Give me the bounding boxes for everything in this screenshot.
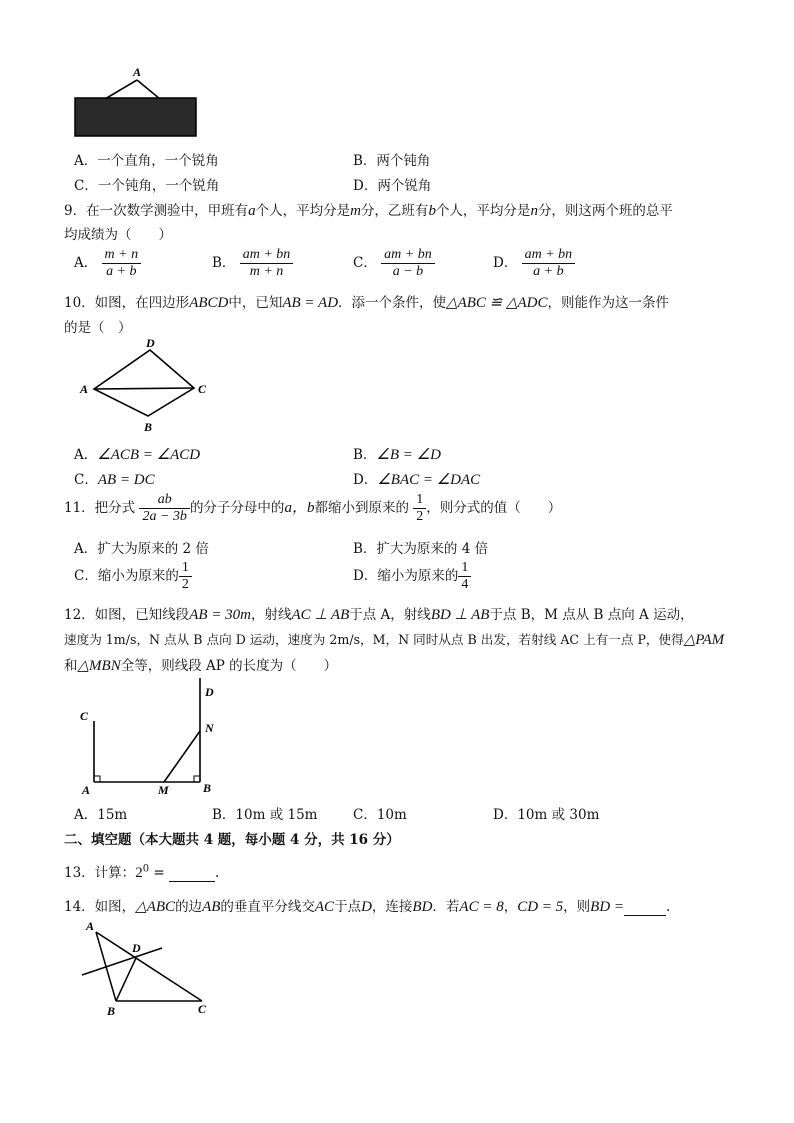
q12-eq: AB = 30m — [189, 607, 251, 623]
q14-end: . — [666, 899, 671, 915]
q8-shaded-block — [75, 98, 196, 136]
q11-option-c-letter: C． — [74, 568, 98, 585]
q14-ac: AC — [314, 899, 335, 915]
q9-option-c[interactable] — [353, 247, 435, 280]
q14-side: AB — [202, 899, 221, 915]
q11-option-d-den: 4 — [461, 577, 469, 593]
q12-label-d: D — [205, 685, 214, 699]
q9-stem-text-3: 分，乙班有 — [360, 203, 429, 219]
q11-stem — [64, 492, 561, 525]
q11-option-c-text: 缩小为原来的 — [97, 568, 179, 585]
q10-stem-text-3: ．添一个条件，使 — [338, 295, 447, 311]
q12-option-b[interactable]: B．10m 或 15m — [212, 807, 318, 823]
q10-option-c[interactable] — [74, 468, 155, 489]
q9-option-a-den: a + b — [106, 264, 137, 280]
q10-label-d: D — [146, 336, 155, 350]
q14-stem — [64, 895, 670, 916]
q10-stem-line2: 的是（ ） — [64, 320, 132, 336]
q12-perp2: BD ⊥ AB — [430, 607, 490, 623]
q9-stem-text-5: 分，则这两个班的总平 — [537, 203, 673, 219]
q12-text-4: 于点 B，M 点从 B 点向 A 运动， — [489, 607, 694, 623]
q10-option-b-letter: B． — [353, 447, 377, 463]
q8-option-b[interactable]: B．两个钝角 — [353, 153, 431, 169]
q14-text-5: ，连接 — [371, 899, 413, 915]
q12-label-b: B — [203, 781, 212, 795]
q10-stem-text-1: 10．如图，在四边形 — [64, 295, 190, 311]
q12-label-m: M — [158, 783, 169, 797]
q14-label-c: C — [198, 1002, 207, 1016]
q11-vars: a，b — [284, 500, 315, 517]
q12-perp1: AC ⊥ AB — [291, 607, 350, 623]
q11-stem-text-1: 11．把分式 — [64, 500, 136, 517]
q14-bd: BD — [412, 899, 433, 915]
q9-option-d-fraction — [522, 247, 576, 280]
q10-option-a[interactable] — [74, 443, 200, 464]
q11-option-c[interactable] — [74, 560, 192, 593]
q12-option-c[interactable]: C．10m — [353, 807, 407, 823]
q9-stem-text-2: 个人，平均分是 — [255, 203, 351, 219]
q11-fraction — [139, 492, 189, 525]
q8-option-a[interactable]: A．一个直角，一个锐角 — [74, 153, 219, 169]
q11-stem-text-4: ，则分式的值（ ） — [426, 500, 562, 517]
q9-option-d-letter: D． — [493, 255, 518, 272]
q9-var-m: m — [350, 203, 361, 219]
q10-option-b[interactable] — [353, 443, 441, 464]
q11-option-d-text: 缩小为原来的 — [377, 568, 459, 585]
q12-tri-mbn: △MBN — [77, 658, 121, 674]
q12-stem-line3 — [64, 654, 337, 675]
q12-text-1: 12．如图，已知线段 — [64, 607, 190, 623]
q11-half-den: 2 — [416, 509, 424, 525]
q9-option-b-fraction — [240, 247, 294, 280]
q14-comma: ， — [503, 899, 518, 915]
q13-answer-blank[interactable] — [169, 865, 215, 882]
q12-stem-line1 — [64, 603, 694, 624]
q11-fraction-den: 2a − 3b — [142, 509, 187, 525]
q12-tri-pam: △PAM — [683, 632, 725, 648]
q13-equals: = — [149, 865, 169, 881]
q12-figure — [74, 676, 234, 798]
q12-label-n: N — [205, 721, 214, 735]
q14-text-7: ，则 — [563, 899, 591, 915]
q9-option-a-num: m + n — [102, 247, 142, 264]
q13 — [64, 861, 219, 882]
q9-stem — [64, 199, 673, 220]
q14-label-b: B — [107, 1004, 116, 1018]
q14-text-4: 于点 — [334, 899, 362, 915]
q9-option-b[interactable] — [212, 247, 293, 280]
q9-option-b-num: am + bn — [240, 247, 294, 264]
q11-half — [413, 492, 426, 525]
q14-answer-blank[interactable] — [624, 899, 666, 916]
q11-option-a-text: 扩大为原来的 2 倍 — [97, 541, 209, 557]
q12-text-6: 和 — [64, 658, 78, 674]
q9-var-b: b — [428, 203, 436, 219]
q11-option-c-fraction — [179, 560, 192, 593]
q12-text-5: 速度为 1m/s，N 点从 B 点向 D 运动，速度为 2m/s，M，N 同时从点 B 出发，若射线 AC 上有一点 P，使得 — [64, 632, 684, 647]
q9-option-d-den: a + b — [533, 264, 564, 280]
q9-option-a[interactable] — [74, 247, 141, 280]
q10-stem-text-2: 中，已知 — [228, 295, 283, 311]
q11-stem-text-3: 都缩小到原来的 — [314, 500, 409, 517]
q11-option-d-letter: D． — [353, 568, 378, 585]
q11-option-a[interactable] — [74, 537, 209, 557]
q14-label-d: D — [132, 941, 141, 955]
q11-half-num: 1 — [413, 492, 426, 509]
q14-cond1: AC = 8 — [459, 899, 504, 915]
q10-option-a-expr: ∠ACB = ∠ACD — [97, 447, 201, 463]
q11-option-c-num: 1 — [179, 560, 192, 577]
q14-point: D — [361, 899, 372, 915]
q14-text-1: 14．如图， — [64, 899, 136, 915]
q12-text-3: 于点 A，射线 — [349, 607, 431, 623]
q10-option-d-letter: D． — [353, 472, 378, 488]
q11-option-d-num: 1 — [458, 560, 471, 577]
q10-congruence: △ABC ≌ △ADC — [446, 295, 548, 311]
q10-figure — [74, 336, 224, 436]
q10-option-d-expr: ∠BAC = ∠DAC — [377, 472, 481, 488]
q9-option-b-den: m + n — [249, 264, 284, 280]
q9-option-c-fraction — [381, 247, 435, 280]
q14-ask: BD = — [590, 899, 625, 915]
q9-stem-text-4: 个人，平均分是 — [435, 203, 531, 219]
q10-label-b: B — [144, 420, 153, 434]
q10-label-c: C — [198, 382, 207, 396]
q9-option-d-num: am + bn — [522, 247, 576, 264]
q12-option-d[interactable]: D．10m 或 30m — [493, 807, 600, 823]
q9-stem-text-1: 9．在一次数学测验中，甲班有 — [64, 203, 249, 219]
q10-label-a: A — [80, 382, 89, 396]
q8-label-a: A — [133, 65, 142, 79]
q9-option-b-letter: B． — [212, 255, 236, 272]
q9-option-a-letter: A． — [74, 255, 98, 272]
section-2-title: 二、填空题（本大题共 4 题，每小题 4 分，共 16 分） — [64, 832, 400, 848]
q12-text-2: ，射线 — [250, 607, 292, 623]
q12-text-7: 全等，则线段 AP 的长度为（ ） — [120, 658, 338, 674]
q9-option-c-letter: C． — [353, 255, 377, 272]
q11-option-c-den: 2 — [181, 577, 189, 593]
q9-var-a: a — [248, 203, 256, 219]
q12-label-c: C — [80, 709, 89, 723]
q10-quad: ABCD — [189, 295, 229, 311]
q9-stem-line2: 均成绩为（ ） — [64, 227, 172, 243]
q10-stem-text-4: ，则能作为这一条件 — [547, 295, 670, 311]
q14-text-2: 的边 — [175, 899, 203, 915]
q13-exponent: 0 — [142, 863, 150, 875]
q9-option-a-fraction — [102, 247, 142, 280]
q11-option-d-fraction — [458, 560, 471, 593]
q11-option-a-letter: A． — [74, 541, 98, 557]
q13-stem: 13．计算： — [64, 865, 136, 881]
q14-text-3: 的垂直平分线交 — [220, 899, 315, 915]
q11-option-b-letter: B． — [353, 541, 377, 557]
q14-tri: △ABC — [135, 899, 176, 915]
q11-option-b[interactable] — [353, 537, 488, 557]
q9-option-c-num: am + bn — [381, 247, 435, 264]
q10-given: AB = AD — [282, 295, 339, 311]
q9-var-n: n — [530, 203, 538, 219]
q10-option-a-letter: A． — [74, 447, 98, 463]
q14-figure — [74, 918, 224, 1018]
q11-fraction-num: ab — [139, 492, 189, 509]
q10-option-b-expr: ∠B = ∠D — [376, 447, 441, 463]
q11-option-d[interactable] — [353, 560, 471, 593]
q8-figure — [70, 62, 200, 142]
q10-option-c-expr: AB = DC — [97, 472, 155, 488]
q9-option-c-den: a − b — [392, 264, 424, 280]
q10-option-d[interactable] — [353, 468, 480, 489]
q14-text-6: ．若 — [432, 899, 460, 915]
q11-stem-text-2: 的分子分母中的 — [189, 500, 285, 517]
q11-option-b-text: 扩大为原来的 4 倍 — [376, 541, 489, 557]
q13-base: 2 — [135, 865, 143, 881]
q12-stem-line2 — [64, 629, 724, 649]
q12-option-a[interactable]: A．15m — [74, 807, 128, 823]
q13-end: . — [214, 865, 220, 881]
q14-cond2: CD = 5 — [517, 899, 564, 915]
q14-label-a: A — [86, 919, 95, 933]
q9-option-d[interactable] — [493, 247, 575, 280]
q12-label-a: A — [82, 783, 91, 797]
q10-stem — [64, 291, 669, 312]
q8-option-c[interactable]: C．一个钝角，一个锐角 — [74, 178, 220, 194]
q10-option-c-letter: C． — [74, 472, 98, 488]
q8-option-d[interactable]: D．两个锐角 — [353, 178, 432, 194]
